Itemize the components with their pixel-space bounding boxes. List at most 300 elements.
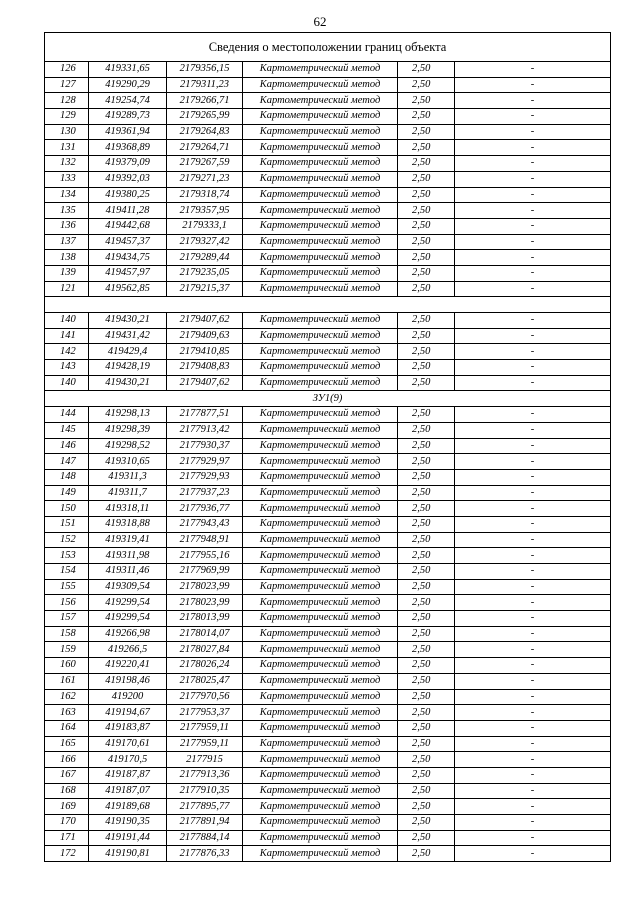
x-coordinate-cell: 419298,52: [89, 438, 167, 454]
method-cell: Картометрический метод: [243, 532, 398, 548]
x-coordinate-cell: 419183,87: [89, 720, 167, 736]
accuracy-cell: 2,50: [398, 328, 455, 344]
accuracy-cell: 2,50: [398, 171, 455, 187]
point-number-cell: 166: [45, 752, 89, 768]
table-row: [45, 407, 611, 423]
point-number-cell: 139: [45, 265, 89, 281]
x-coordinate-cell: 419289,73: [89, 109, 167, 125]
x-coordinate-cell: 419361,94: [89, 124, 167, 140]
note-cell: -: [455, 250, 611, 266]
method-cell: Картометрический метод: [243, 783, 398, 799]
point-number-cell: 169: [45, 799, 89, 815]
boundary-coordinates-table: [44, 32, 611, 862]
note-cell: -: [455, 281, 611, 297]
point-number-cell: 165: [45, 736, 89, 752]
accuracy-cell: 2,50: [398, 501, 455, 517]
y-coordinate-cell: 2179408,83: [167, 360, 243, 376]
table-row: [45, 485, 611, 501]
table-title: Сведения о местоположении границ объекта: [45, 33, 611, 62]
method-cell: Картометрический метод: [243, 344, 398, 360]
point-number-cell: 136: [45, 218, 89, 234]
y-coordinate-cell: 2177913,36: [167, 767, 243, 783]
accuracy-cell: 2,50: [398, 344, 455, 360]
note-cell: -: [455, 156, 611, 172]
y-coordinate-cell: 2177943,43: [167, 516, 243, 532]
method-cell: Картометрический метод: [243, 595, 398, 611]
accuracy-cell: 2,50: [398, 469, 455, 485]
accuracy-cell: 2,50: [398, 77, 455, 93]
table-row: [45, 642, 611, 658]
method-cell: Картометрический метод: [243, 846, 398, 862]
method-cell: Картометрический метод: [243, 140, 398, 156]
table-row: [45, 469, 611, 485]
y-coordinate-cell: 2179267,59: [167, 156, 243, 172]
accuracy-cell: 2,50: [398, 626, 455, 642]
table-row: [45, 171, 611, 187]
x-coordinate-cell: 419266,98: [89, 626, 167, 642]
y-coordinate-cell: 2179409,63: [167, 328, 243, 344]
y-coordinate-cell: 2179264,83: [167, 124, 243, 140]
x-coordinate-cell: 419311,98: [89, 548, 167, 564]
table-row: [45, 93, 611, 109]
note-cell: -: [455, 438, 611, 454]
x-coordinate-cell: 419368,89: [89, 140, 167, 156]
note-cell: -: [455, 752, 611, 768]
method-cell: Картометрический метод: [243, 265, 398, 281]
x-coordinate-cell: 419311,7: [89, 485, 167, 501]
y-coordinate-cell: 2179264,71: [167, 140, 243, 156]
table-row: [45, 673, 611, 689]
accuracy-cell: 2,50: [398, 375, 455, 391]
x-coordinate-cell: 419310,65: [89, 454, 167, 470]
accuracy-cell: 2,50: [398, 642, 455, 658]
x-coordinate-cell: 419298,39: [89, 422, 167, 438]
point-number-cell: 155: [45, 579, 89, 595]
point-number-cell: 132: [45, 156, 89, 172]
method-cell: Картометрический метод: [243, 407, 398, 423]
point-number-cell: 144: [45, 407, 89, 423]
accuracy-cell: 2,50: [398, 548, 455, 564]
point-number-cell: 128: [45, 93, 89, 109]
y-coordinate-cell: 2178025,47: [167, 673, 243, 689]
table-row: [45, 250, 611, 266]
method-cell: Картометрический метод: [243, 564, 398, 580]
x-coordinate-cell: 419170,61: [89, 736, 167, 752]
point-number-cell: 148: [45, 469, 89, 485]
point-number-cell: 145: [45, 422, 89, 438]
y-coordinate-cell: 2178027,84: [167, 642, 243, 658]
x-coordinate-cell: 419457,97: [89, 265, 167, 281]
x-coordinate-cell: 419299,54: [89, 611, 167, 627]
y-coordinate-cell: 2179318,74: [167, 187, 243, 203]
point-number-cell: 156: [45, 595, 89, 611]
method-cell: Картометрический метод: [243, 171, 398, 187]
accuracy-cell: 2,50: [398, 736, 455, 752]
point-number-cell: 130: [45, 124, 89, 140]
accuracy-cell: 2,50: [398, 673, 455, 689]
note-cell: -: [455, 375, 611, 391]
y-coordinate-cell: 2179357,95: [167, 203, 243, 219]
note-cell: -: [455, 344, 611, 360]
point-number-cell: 160: [45, 658, 89, 674]
table-row: [45, 532, 611, 548]
accuracy-cell: 2,50: [398, 360, 455, 376]
method-cell: Картометрический метод: [243, 360, 398, 376]
note-cell: -: [455, 407, 611, 423]
note-cell: -: [455, 783, 611, 799]
page-number: 62: [313, 14, 327, 29]
note-cell: -: [455, 689, 611, 705]
method-cell: Картометрический метод: [243, 579, 398, 595]
x-coordinate-cell: 419430,21: [89, 375, 167, 391]
point-number-cell: 158: [45, 626, 89, 642]
point-number-cell: 171: [45, 830, 89, 846]
table-row: [45, 234, 611, 250]
table-row: [45, 752, 611, 768]
accuracy-cell: 2,50: [398, 265, 455, 281]
accuracy-cell: 2,50: [398, 218, 455, 234]
table-row: [45, 689, 611, 705]
y-coordinate-cell: 2177877,51: [167, 407, 243, 423]
point-number-cell: 146: [45, 438, 89, 454]
point-number-cell: 143: [45, 360, 89, 376]
table-row: [45, 501, 611, 517]
table-row: [45, 454, 611, 470]
method-cell: Картометрический метод: [243, 705, 398, 721]
note-cell: -: [455, 516, 611, 532]
method-cell: Картометрический метод: [243, 313, 398, 329]
table-row: [45, 736, 611, 752]
point-number-cell: 152: [45, 532, 89, 548]
note-cell: -: [455, 705, 611, 721]
accuracy-cell: 2,50: [398, 720, 455, 736]
y-coordinate-cell: 2177948,91: [167, 532, 243, 548]
point-number-cell: 151: [45, 516, 89, 532]
x-coordinate-cell: 419170,5: [89, 752, 167, 768]
method-cell: Картометрический метод: [243, 62, 398, 78]
point-number-cell: 150: [45, 501, 89, 517]
accuracy-cell: 2,50: [398, 783, 455, 799]
y-coordinate-cell: 2177929,97: [167, 454, 243, 470]
note-cell: -: [455, 564, 611, 580]
x-coordinate-cell: 419290,29: [89, 77, 167, 93]
table-row: [45, 124, 611, 140]
y-coordinate-cell: 2179235,05: [167, 265, 243, 281]
table-row: [45, 783, 611, 799]
y-coordinate-cell: 2179311,23: [167, 77, 243, 93]
x-coordinate-cell: 419379,09: [89, 156, 167, 172]
point-number-cell: 164: [45, 720, 89, 736]
note-cell: -: [455, 799, 611, 815]
y-coordinate-cell: 2179407,62: [167, 313, 243, 329]
point-number-cell: 153: [45, 548, 89, 564]
note-cell: -: [455, 93, 611, 109]
x-coordinate-cell: 419187,87: [89, 767, 167, 783]
x-coordinate-cell: 419319,41: [89, 532, 167, 548]
table-row: [45, 360, 611, 376]
x-coordinate-cell: 419189,68: [89, 799, 167, 815]
note-cell: -: [455, 454, 611, 470]
section-label: ЗУ1(9): [45, 391, 611, 407]
method-cell: Картометрический метод: [243, 156, 398, 172]
table-row: [45, 265, 611, 281]
accuracy-cell: 2,50: [398, 752, 455, 768]
y-coordinate-cell: 2178013,99: [167, 611, 243, 627]
note-cell: -: [455, 140, 611, 156]
y-coordinate-cell: 2177930,37: [167, 438, 243, 454]
method-cell: Картометрический метод: [243, 642, 398, 658]
point-number-cell: 129: [45, 109, 89, 125]
x-coordinate-cell: 419380,25: [89, 187, 167, 203]
table-row: [45, 815, 611, 831]
accuracy-cell: 2,50: [398, 532, 455, 548]
accuracy-cell: 2,50: [398, 234, 455, 250]
table-row: [45, 438, 611, 454]
y-coordinate-cell: 2179356,15: [167, 62, 243, 78]
table-row: [45, 313, 611, 329]
method-cell: Картометрический метод: [243, 234, 398, 250]
accuracy-cell: 2,50: [398, 203, 455, 219]
note-cell: -: [455, 328, 611, 344]
point-number-cell: 133: [45, 171, 89, 187]
point-number-cell: 157: [45, 611, 89, 627]
table-row: [45, 218, 611, 234]
x-coordinate-cell: 419428,19: [89, 360, 167, 376]
y-coordinate-cell: 2179407,62: [167, 375, 243, 391]
table-title-row: [45, 33, 611, 62]
method-cell: Картометрический метод: [243, 658, 398, 674]
table-row: [45, 846, 611, 862]
method-cell: Картометрический метод: [243, 548, 398, 564]
x-coordinate-cell: 419429,4: [89, 344, 167, 360]
table-row: [45, 564, 611, 580]
point-number-cell: 141: [45, 328, 89, 344]
table-row: [45, 658, 611, 674]
y-coordinate-cell: 2179265,99: [167, 109, 243, 125]
accuracy-cell: 2,50: [398, 830, 455, 846]
method-cell: Картометрический метод: [243, 454, 398, 470]
method-cell: Картометрический метод: [243, 187, 398, 203]
y-coordinate-cell: 2179410,85: [167, 344, 243, 360]
point-number-cell: 121: [45, 281, 89, 297]
y-coordinate-cell: 2177955,16: [167, 548, 243, 564]
table-row: [45, 156, 611, 172]
x-coordinate-cell: 419266,5: [89, 642, 167, 658]
y-coordinate-cell: 2177937,23: [167, 485, 243, 501]
note-cell: -: [455, 626, 611, 642]
table-row: [45, 344, 611, 360]
method-cell: Картометрический метод: [243, 626, 398, 642]
x-coordinate-cell: 419457,37: [89, 234, 167, 250]
note-cell: -: [455, 846, 611, 862]
method-cell: Картометрический метод: [243, 799, 398, 815]
x-coordinate-cell: 419318,11: [89, 501, 167, 517]
accuracy-cell: 2,50: [398, 799, 455, 815]
method-cell: Картометрический метод: [243, 516, 398, 532]
note-cell: -: [455, 469, 611, 485]
accuracy-cell: 2,50: [398, 281, 455, 297]
note-cell: -: [455, 642, 611, 658]
point-number-cell: 167: [45, 767, 89, 783]
x-coordinate-cell: 419194,67: [89, 705, 167, 721]
x-coordinate-cell: 419311,3: [89, 469, 167, 485]
accuracy-cell: 2,50: [398, 454, 455, 470]
y-coordinate-cell: 2179271,23: [167, 171, 243, 187]
y-coordinate-cell: 2177884,14: [167, 830, 243, 846]
table-row: [45, 109, 611, 125]
accuracy-cell: 2,50: [398, 187, 455, 203]
accuracy-cell: 2,50: [398, 124, 455, 140]
y-coordinate-cell: 2177910,35: [167, 783, 243, 799]
method-cell: Картометрический метод: [243, 281, 398, 297]
table-row: [45, 579, 611, 595]
x-coordinate-cell: 419562,85: [89, 281, 167, 297]
method-cell: Картометрический метод: [243, 830, 398, 846]
y-coordinate-cell: 2179289,44: [167, 250, 243, 266]
note-cell: -: [455, 767, 611, 783]
accuracy-cell: 2,50: [398, 156, 455, 172]
method-cell: Картометрический метод: [243, 77, 398, 93]
point-number-cell: 161: [45, 673, 89, 689]
table-row: [45, 422, 611, 438]
x-coordinate-cell: 419200: [89, 689, 167, 705]
point-number-cell: 172: [45, 846, 89, 862]
note-cell: -: [455, 62, 611, 78]
accuracy-cell: 2,50: [398, 485, 455, 501]
accuracy-cell: 2,50: [398, 611, 455, 627]
accuracy-cell: 2,50: [398, 815, 455, 831]
note-cell: -: [455, 673, 611, 689]
table-row: [45, 281, 611, 297]
note-cell: -: [455, 124, 611, 140]
note-cell: -: [455, 595, 611, 611]
accuracy-cell: 2,50: [398, 250, 455, 266]
note-cell: -: [455, 203, 611, 219]
table-row: [45, 830, 611, 846]
method-cell: Картометрический метод: [243, 689, 398, 705]
note-cell: -: [455, 218, 611, 234]
y-coordinate-cell: 2178023,99: [167, 595, 243, 611]
table-row: [45, 187, 611, 203]
table-row: [45, 77, 611, 93]
method-cell: Картометрический метод: [243, 218, 398, 234]
y-coordinate-cell: 2177970,56: [167, 689, 243, 705]
note-cell: -: [455, 720, 611, 736]
accuracy-cell: 2,50: [398, 109, 455, 125]
note-cell: -: [455, 611, 611, 627]
note-cell: -: [455, 187, 611, 203]
x-coordinate-cell: 419431,42: [89, 328, 167, 344]
accuracy-cell: 2,50: [398, 595, 455, 611]
note-cell: -: [455, 830, 611, 846]
note-cell: -: [455, 313, 611, 329]
accuracy-cell: 2,50: [398, 313, 455, 329]
table-row: [45, 203, 611, 219]
note-cell: -: [455, 234, 611, 250]
point-number-cell: 126: [45, 62, 89, 78]
method-cell: Картометрический метод: [243, 501, 398, 517]
table-row: [45, 705, 611, 721]
table-row: [45, 611, 611, 627]
accuracy-cell: 2,50: [398, 767, 455, 783]
table-row: [45, 516, 611, 532]
method-cell: Картометрический метод: [243, 485, 398, 501]
point-number-cell: 163: [45, 705, 89, 721]
x-coordinate-cell: 419411,28: [89, 203, 167, 219]
x-coordinate-cell: 419331,65: [89, 62, 167, 78]
note-cell: -: [455, 501, 611, 517]
table-row: [45, 62, 611, 78]
note-cell: -: [455, 360, 611, 376]
y-coordinate-cell: 2179327,42: [167, 234, 243, 250]
method-cell: Картометрический метод: [243, 250, 398, 266]
method-cell: Картометрический метод: [243, 203, 398, 219]
point-number-cell: 138: [45, 250, 89, 266]
method-cell: Картометрический метод: [243, 422, 398, 438]
point-number-cell: 137: [45, 234, 89, 250]
accuracy-cell: 2,50: [398, 438, 455, 454]
method-cell: Картометрический метод: [243, 736, 398, 752]
table-row: [45, 328, 611, 344]
note-cell: -: [455, 265, 611, 281]
point-number-cell: 170: [45, 815, 89, 831]
method-cell: Картометрический метод: [243, 328, 398, 344]
x-coordinate-cell: 419190,81: [89, 846, 167, 862]
y-coordinate-cell: 2179215,37: [167, 281, 243, 297]
x-coordinate-cell: 419198,46: [89, 673, 167, 689]
accuracy-cell: 2,50: [398, 93, 455, 109]
method-cell: Картометрический метод: [243, 124, 398, 140]
table-row: [45, 375, 611, 391]
point-number-cell: 140: [45, 313, 89, 329]
note-cell: -: [455, 579, 611, 595]
x-coordinate-cell: 419191,44: [89, 830, 167, 846]
note-cell: -: [455, 815, 611, 831]
x-coordinate-cell: 419298,13: [89, 407, 167, 423]
section-label-row: [45, 391, 611, 407]
x-coordinate-cell: 419311,46: [89, 564, 167, 580]
point-number-cell: 135: [45, 203, 89, 219]
x-coordinate-cell: 419254,74: [89, 93, 167, 109]
table-row: [45, 626, 611, 642]
point-number-cell: 140: [45, 375, 89, 391]
y-coordinate-cell: 2177876,33: [167, 846, 243, 862]
accuracy-cell: 2,50: [398, 516, 455, 532]
method-cell: Картометрический метод: [243, 720, 398, 736]
y-coordinate-cell: 2179333,1: [167, 218, 243, 234]
y-coordinate-cell: 2177936,77: [167, 501, 243, 517]
y-coordinate-cell: 2178014,07: [167, 626, 243, 642]
accuracy-cell: 2,50: [398, 689, 455, 705]
table-row: [45, 799, 611, 815]
note-cell: -: [455, 658, 611, 674]
x-coordinate-cell: 419220,41: [89, 658, 167, 674]
method-cell: Картометрический метод: [243, 438, 398, 454]
y-coordinate-cell: 2179266,71: [167, 93, 243, 109]
table-row: [45, 595, 611, 611]
accuracy-cell: 2,50: [398, 62, 455, 78]
point-number-cell: 134: [45, 187, 89, 203]
x-coordinate-cell: 419430,21: [89, 313, 167, 329]
y-coordinate-cell: 2177969,99: [167, 564, 243, 580]
point-number-cell: 168: [45, 783, 89, 799]
y-coordinate-cell: 2177929,93: [167, 469, 243, 485]
point-number-cell: 154: [45, 564, 89, 580]
table-row: [45, 140, 611, 156]
accuracy-cell: 2,50: [398, 407, 455, 423]
x-coordinate-cell: 419190,35: [89, 815, 167, 831]
x-coordinate-cell: 419442,68: [89, 218, 167, 234]
